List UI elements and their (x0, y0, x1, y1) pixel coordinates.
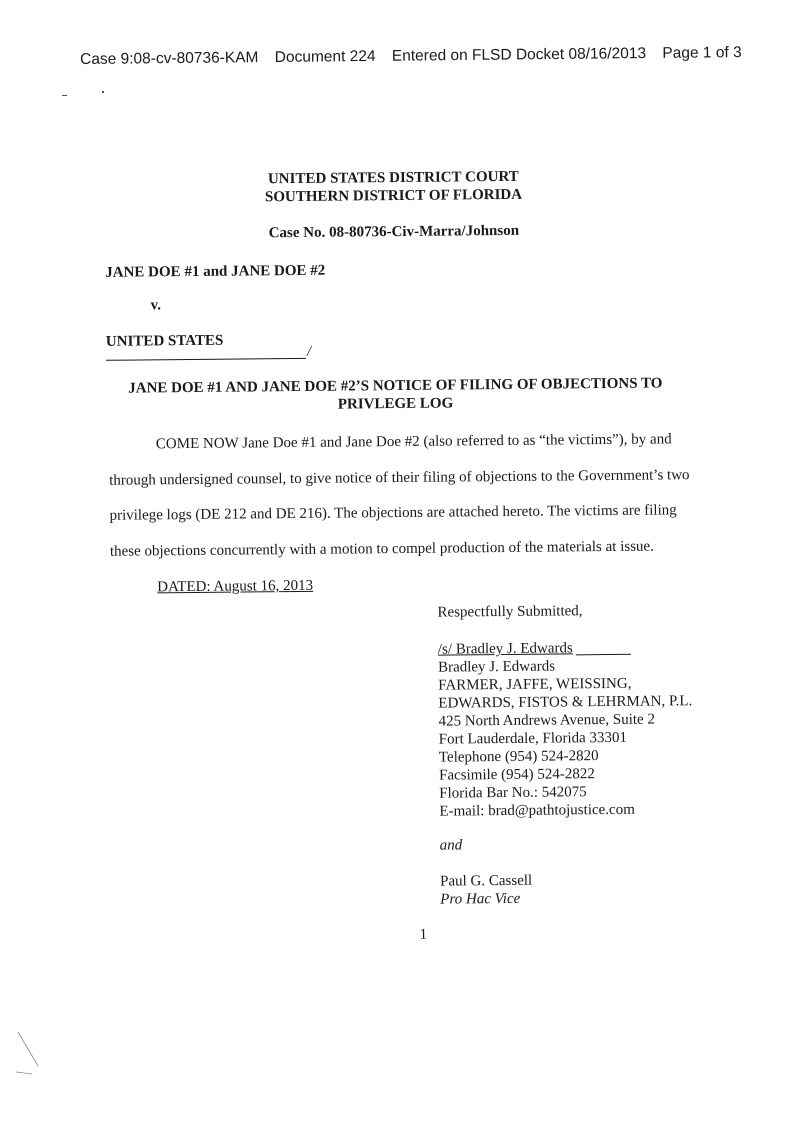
header-page: Page 1 of 3 (662, 44, 742, 62)
email: E-mail: brad@pathtojustice.com (439, 801, 635, 820)
address-line1: 425 North Andrews Avenue, Suite 2 (438, 711, 655, 730)
florida-bar-number: Florida Bar No.: 542075 (439, 784, 587, 802)
signature-closing: Respectfully Submitted, (437, 603, 583, 621)
body-line-2: through undersigned counsel, to give notice of their filing of objections to the Government’s two (109, 467, 690, 489)
document-title-line1: JANE DOE #1 AND JANE DOE #2’S NOTICE OF FILING OF OBJECTIONS TO (128, 375, 663, 397)
page-number: 1 (419, 926, 428, 943)
court-name: UNITED STATES DISTRICT COURT (267, 168, 519, 188)
scan-margin-mark (14, 1030, 44, 1080)
facsimile: Facsimile (954) 524-2822 (438, 766, 595, 784)
body-line-4: these objections concurrently with a motion to compel production of the materials at issue. (109, 538, 654, 560)
plaintiffs: JANE DOE #1 and JANE DOE #2 (105, 262, 326, 281)
signature-line: /s/ Bradley J. Edwards (437, 640, 573, 658)
versus: v. (150, 297, 162, 314)
caption-slash: / (306, 343, 312, 360)
dated-line: DATED: August 16, 2013 (157, 577, 314, 596)
body-line-1: COME NOW Jane Doe #1 and Jane Doe #2 (also referred to as “the victims”), by and (155, 431, 672, 453)
address-line2: Fort Lauderdale, Florida 33301 (438, 729, 628, 748)
court-district: SOUTHERN DISTRICT OF FLORIDA (264, 186, 523, 206)
header-document-number: Document 224 (274, 47, 376, 66)
scan-speck (102, 91, 104, 93)
second-attorney-name: Paul G. Cassell (440, 872, 533, 890)
telephone: Telephone (954) 524-2820 (438, 748, 599, 766)
defendant: UNITED STATES (105, 332, 224, 350)
firm-name-line1: FARMER, JAFFE, WEISSING, (438, 675, 632, 694)
second-attorney (440, 872, 532, 909)
scan-speck (62, 95, 67, 96)
header-case-number: Case 9:08-cv-80736-KAM (80, 49, 259, 68)
caption-rule (106, 358, 306, 361)
firm-name-line2: EDWARDS, FISTOS & LEHRMAN, P.L. (438, 693, 693, 712)
conjunction-and: and (439, 837, 463, 854)
body-line-3: privilege logs (DE 212 and DE 216). The objections are attached hereto. The victims are filing (109, 502, 677, 524)
case-number: Case No. 08-80736-Civ-Marra/Johnson (268, 222, 520, 242)
docket-header (80, 44, 740, 69)
header-entered: Entered on FLSD Docket 08/16/2013 (391, 45, 647, 65)
pro-hac-vice: Pro Hac Vice (440, 890, 521, 908)
document-title-line2: PRIVLEGE LOG (337, 395, 454, 413)
attorney-name: Bradley J. Edwards (437, 658, 556, 676)
signature-block (438, 638, 694, 820)
